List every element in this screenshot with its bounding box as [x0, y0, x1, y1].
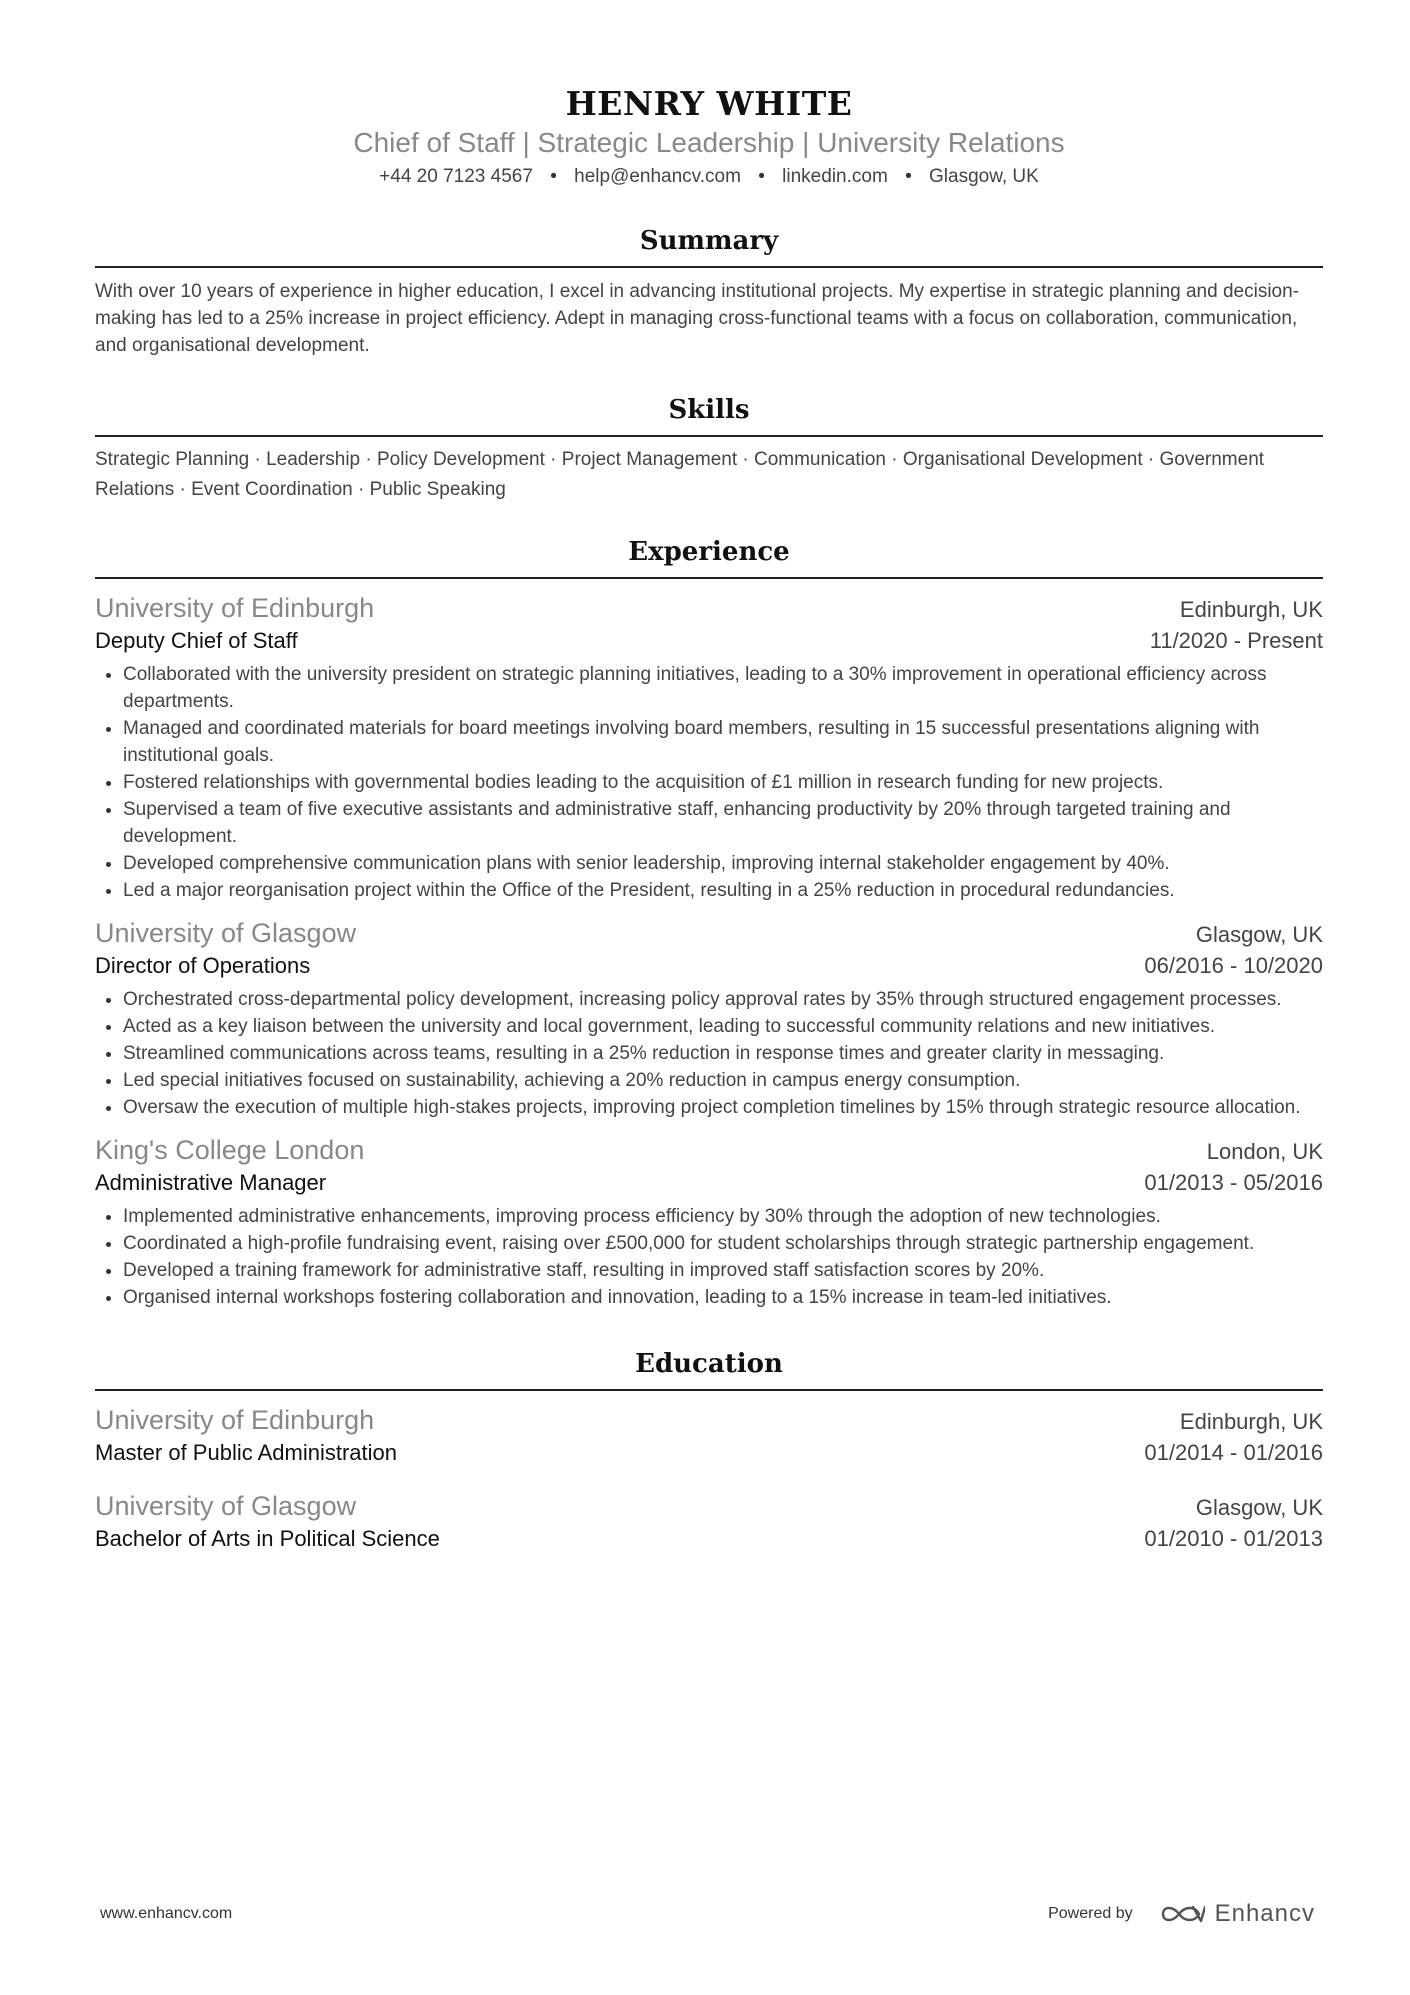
skills-heading: Skills	[95, 393, 1323, 437]
achievement-item: • Developed a training framework for administrative staff, resulting in improved staff satisfaction scores by 20%.	[123, 1257, 1323, 1284]
achievement-item: • Oversaw the execution of multiple high-stakes projects, improving project completion timelines by 15% through strategic resource allocation.	[123, 1094, 1323, 1121]
footer-url-link[interactable]: www.enhancv.com	[100, 1905, 233, 1922]
powered-by-block	[1048, 1900, 1315, 1928]
achievement-item: • Fostered relationships with governmental bodies leading to the acquisition of £1 million in research funding for new projects.	[123, 769, 1323, 796]
achievement-list	[95, 1203, 1323, 1311]
resume-page	[95, 0, 1323, 1555]
enhancv-brand-name: Enhancv	[1214, 1900, 1315, 1927]
employer-location: London, UK	[1206, 1139, 1323, 1164]
employer-location: Edinburgh, UK	[1179, 597, 1323, 622]
employer-name: University of Edinburgh	[95, 593, 375, 623]
enhancv-brand[interactable]	[1159, 1900, 1315, 1928]
school-name: University of Edinburgh	[95, 1405, 375, 1435]
education-entry	[95, 1403, 1323, 1469]
job-title: Administrative Manager	[95, 1170, 327, 1195]
achievement-item: • Collaborated with the university president on strategic planning initiatives, leading to a 30% improvement in operational efficiency across departments.	[123, 661, 1323, 715]
school-location: Edinburgh, UK	[1179, 1409, 1323, 1434]
linkedin-link[interactable]: linkedin.com	[782, 166, 888, 187]
separator-dot: •	[758, 166, 765, 187]
separator-dot: •	[550, 166, 557, 187]
experience-entry	[95, 1133, 1323, 1311]
candidate-name: HENRY WHITE	[565, 84, 853, 123]
powered-by-label: Powered by	[1048, 1905, 1133, 1922]
summary-heading: Summary	[95, 224, 1323, 268]
enhancv-logo-icon	[1159, 1902, 1205, 1926]
employer-name: University of Glasgow	[95, 918, 357, 948]
experience-heading: Experience	[95, 535, 1323, 579]
achievement-item: • Supervised a team of five executive assistants and administrative staff, enhancing productivity by 20% through targeted training and development.	[123, 796, 1323, 850]
achievement-item: • Managed and coordinated materials for board meetings involving board members, resulting in 15 successful presentations aligning with institutional goals.	[123, 715, 1323, 769]
phone-number: +44 20 7123 4567	[379, 166, 533, 187]
achievement-item: • Orchestrated cross-departmental policy development, increasing policy approval rates by 35% through structured engagement processes.	[123, 986, 1323, 1013]
degree-name: Master of Public Administration	[95, 1440, 398, 1465]
achievement-item: • Developed comprehensive communication plans with senior leadership, improving internal stakeholder engagement by 40%.	[123, 850, 1323, 877]
experience-entry	[95, 916, 1323, 1121]
employer-location: Glasgow, UK	[1195, 922, 1323, 947]
achievement-item: • Led a major reorganisation project within the Office of the President, resulting in a 25% reduction in procedural redundancies.	[123, 877, 1323, 904]
achievement-item: • Implemented administrative enhancements, improving process efficiency by 30% through the adoption of new technologies.	[123, 1203, 1323, 1230]
school-location: Glasgow, UK	[1195, 1495, 1323, 1520]
achievement-list	[95, 661, 1323, 904]
education-dates: 01/2010 - 01/2013	[1144, 1526, 1323, 1551]
candidate-headline: Chief of Staff | Strategic Leadership | University Relations	[353, 127, 1065, 158]
achievement-item: • Streamlined communications across teams, resulting in a 25% reduction in response times and greater clarity in messaging.	[123, 1040, 1323, 1067]
achievement-item: • Led special initiatives focused on sustainability, achieving a 20% reduction in campus energy consumption.	[123, 1067, 1323, 1094]
school-name: University of Glasgow	[95, 1491, 357, 1521]
employer-name: King's College London	[95, 1135, 365, 1165]
summary-text: With over 10 years of experience in higher education, I excel in advancing institutional projects. My expertise in strategic planning and decision-making has led to a 25% increase in project efficiency. Adept in managing cross-functional teams with a focus on collaboration, communication, and organisational development.	[95, 281, 1299, 356]
achievement-list	[95, 986, 1323, 1121]
job-dates: 01/2013 - 05/2016	[1144, 1170, 1323, 1195]
job-dates: 11/2020 - Present	[1149, 628, 1323, 653]
education-heading: Education	[95, 1347, 1323, 1391]
experience-entry	[95, 591, 1323, 904]
education-entry	[95, 1489, 1323, 1555]
job-title: Deputy Chief of Staff	[95, 628, 298, 653]
achievement-item: • Organised internal workshops fostering collaboration and innovation, leading to a 15% increase in team-led initiatives.	[123, 1284, 1323, 1311]
degree-name: Bachelor of Arts in Political Science	[95, 1526, 440, 1551]
achievement-item: • Acted as a key liaison between the university and local government, leading to successful community relations and new initiatives.	[123, 1013, 1323, 1040]
location: Glasgow, UK	[929, 166, 1039, 187]
achievement-item: • Coordinated a high-profile fundraising event, raising over £500,000 for student scholarships through strategic partnership engagement.	[123, 1230, 1323, 1257]
skills-list: Strategic Planning · Leadership · Policy Development · Project Management · Communication · Organisational Development · Government Relations · Event Coordination · Public Speaking	[95, 449, 1265, 500]
page-footer	[100, 1900, 1315, 1928]
job-title: Director of Operations	[95, 953, 311, 978]
education-dates: 01/2014 - 01/2016	[1144, 1440, 1323, 1465]
separator-dot: •	[905, 166, 912, 187]
email-address[interactable]: help@enhancv.com	[574, 166, 741, 187]
contact-line	[95, 164, 1323, 190]
job-dates: 06/2016 - 10/2020	[1144, 953, 1323, 978]
